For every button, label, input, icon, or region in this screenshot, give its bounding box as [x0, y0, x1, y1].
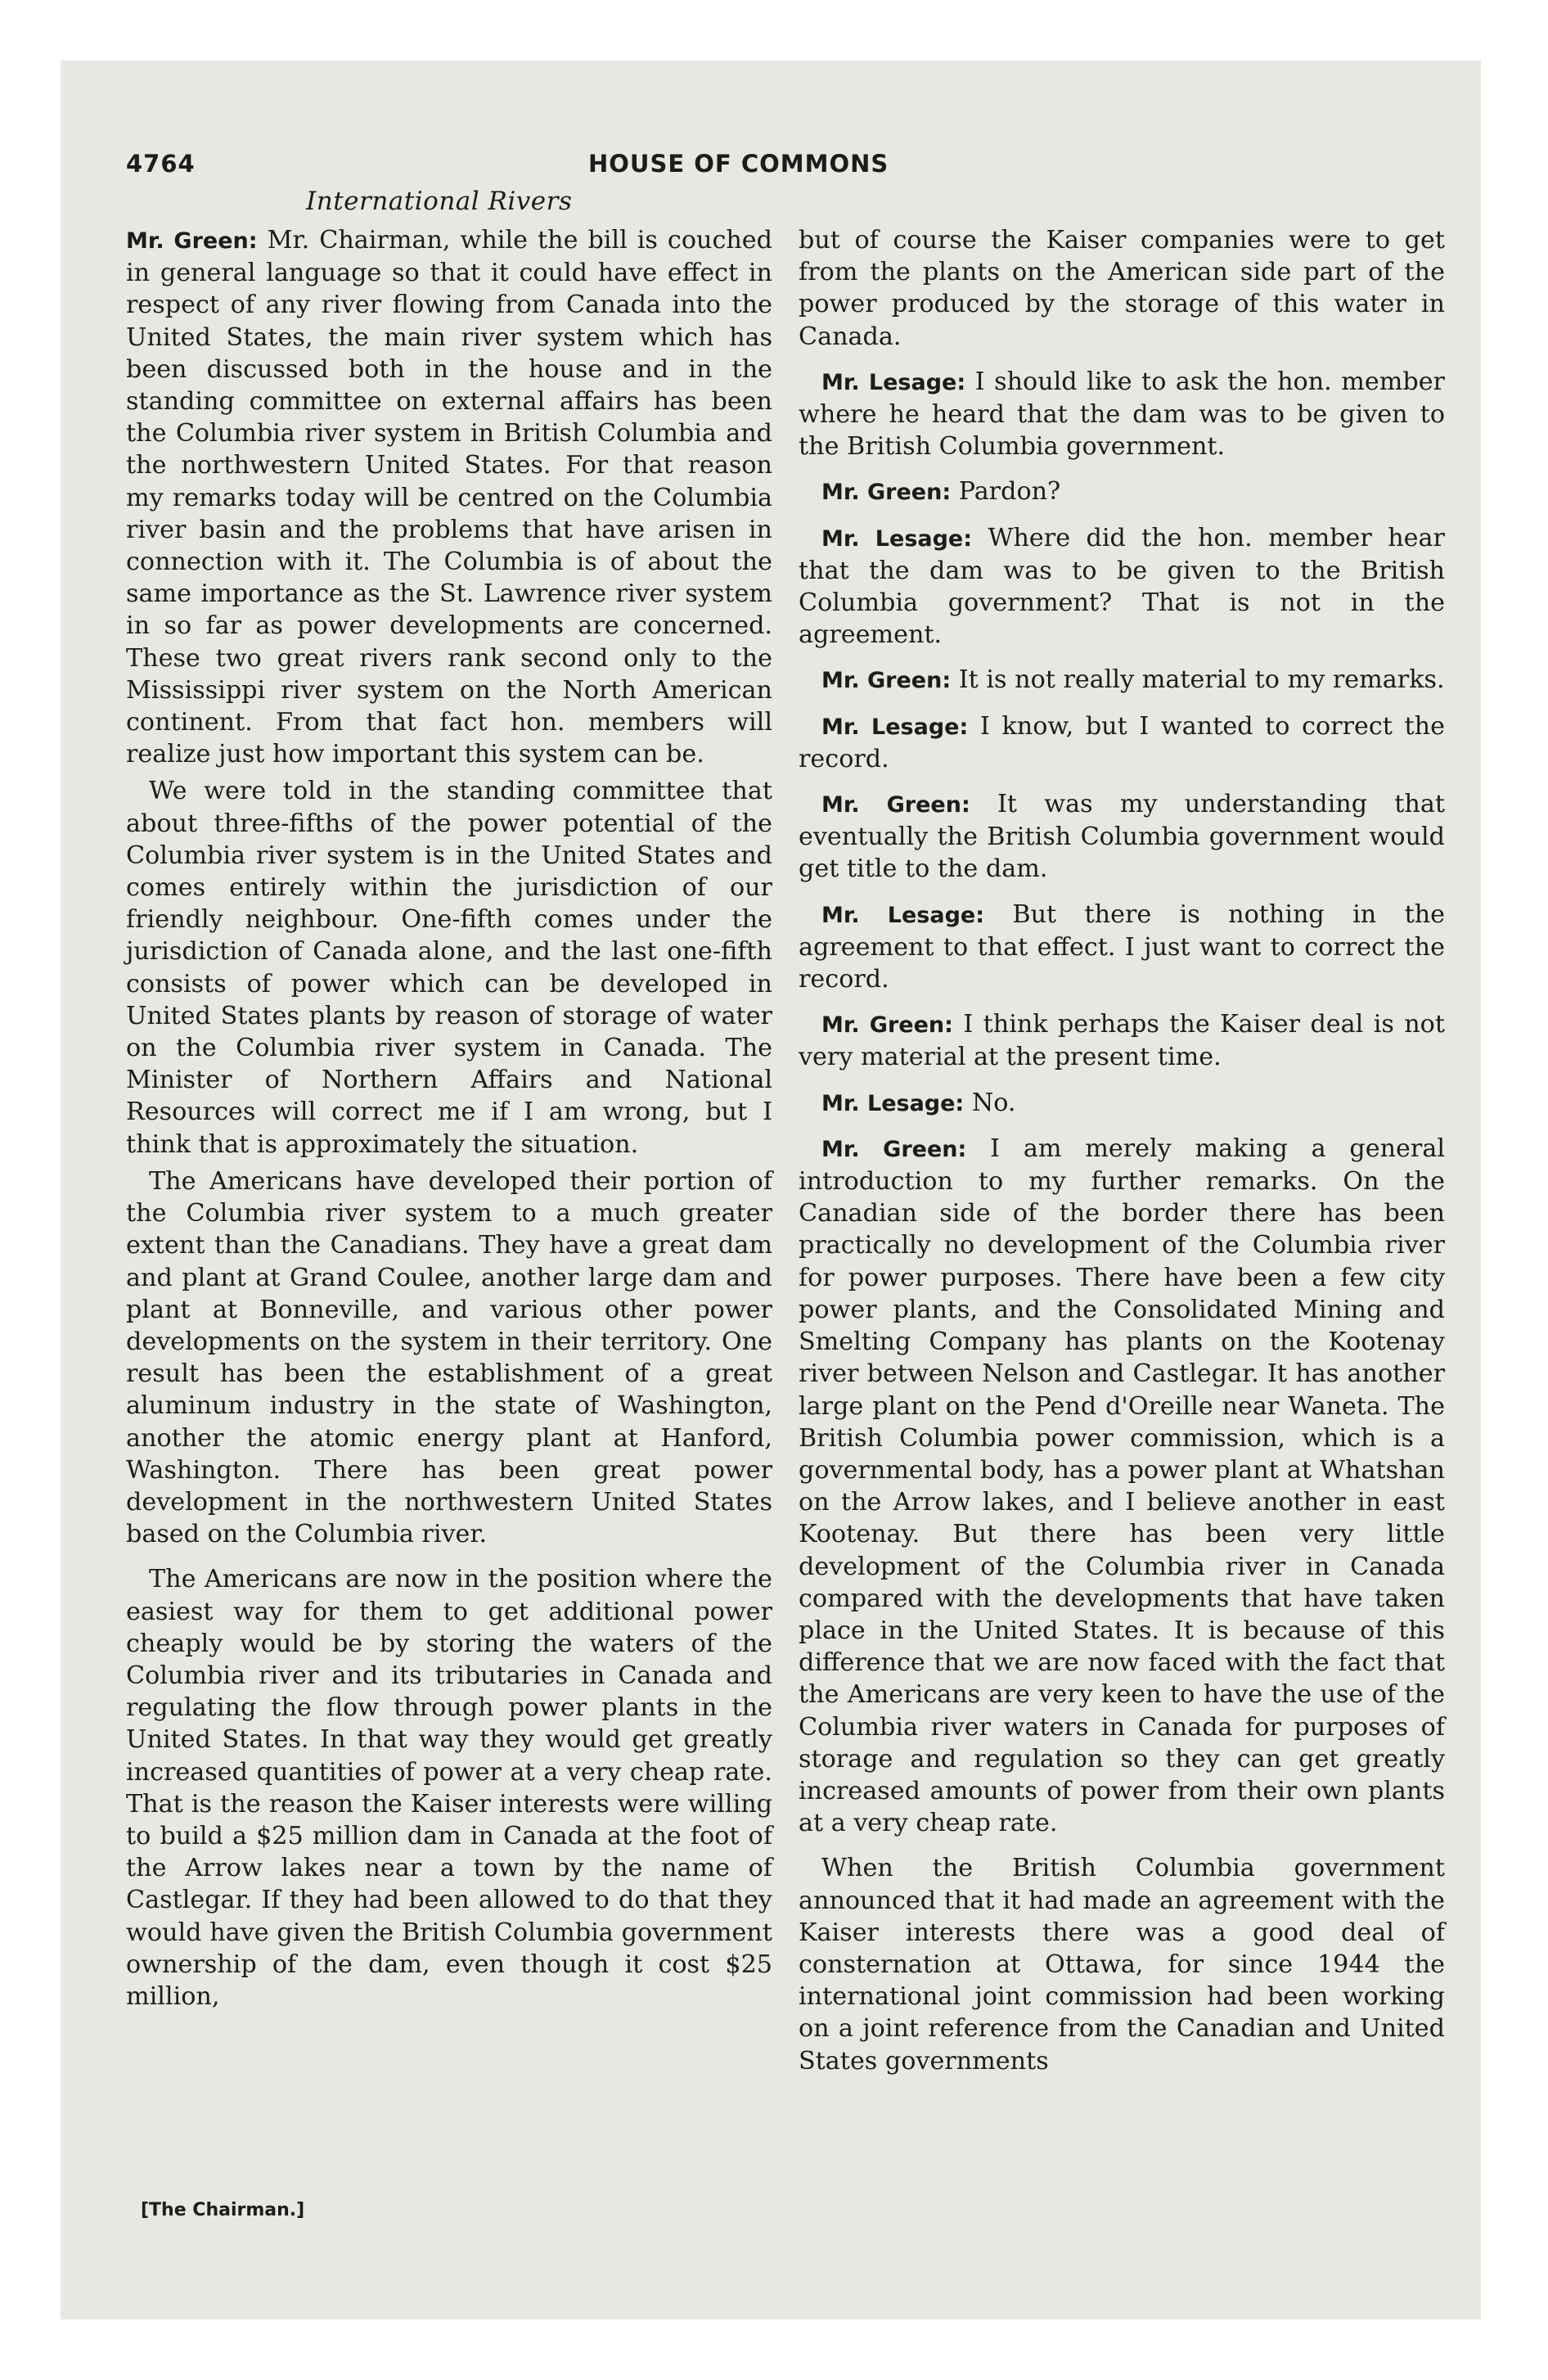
- paragraph-text: I know, but I wanted to correct the record.: [799, 711, 1445, 773]
- running-head: HOUSE OF COMMONS: [588, 150, 889, 178]
- speaker-name: Mr. Green:: [821, 1012, 953, 1039]
- paragraph-text: Where did the hon. member hear that the dam was to be given to the British Columbia government? That is not in the agreement.: [799, 523, 1445, 650]
- paragraph: [799, 1087, 1445, 1120]
- paragraph: [799, 476, 1445, 508]
- left-column: [126, 224, 772, 2017]
- paragraph: [799, 899, 1445, 996]
- paragraph-text: Pardon?: [958, 477, 1061, 507]
- paragraph-text: We were told in the standing committee that about three-fifths of the power potential of the Columbia river system is in the United States and comes entirely within the jurisdiction of our friendly neighbour. One-fifth comes under the jurisdiction of Canada alone, and the last one-fifth consists of power which can be developed in United States plants by reason of storage of water on the Columbia river system in Canada. The Minister of Northern Affairs and National Resources will correct me if I am wrong, but I think that is approximately the situation.: [126, 777, 772, 1159]
- paragraph: [799, 1852, 1445, 2076]
- speaker-name: Mr. Lesage:: [821, 525, 973, 552]
- paragraph-text: but of course the Kaiser companies were to get from the plants on the American side part of the power produced by the storage of this water in Canada.: [799, 226, 1445, 351]
- paragraph: [799, 366, 1445, 463]
- speaker-name: Mr. Green:: [821, 480, 952, 506]
- paragraph-text: The Americans are now in the position where the easiest way for them to get additional power cheaply would be by storing the waters of the Columbia river and its tributaries in Canada and regulating the flow through power plants in the United States. In that way they would get greatly increased quantities of power at a very cheap rate. That is the reason the Kaiser interests were willing to build a $25 million dam in Canada at the foot of the Arrow lakes near a town by the name of Castlegar. If they had been allowed to do that they would have given the British Columbia government ownership of the dam, even though it cost $25 million,: [126, 1565, 772, 2011]
- paragraph-text: It is not really material to my remarks.: [958, 665, 1445, 695]
- paragraph-text: It was my understanding that eventually the British Columbia government would get title to the dam.: [799, 790, 1445, 884]
- page-footer: [The Chairman.]: [141, 2200, 305, 2220]
- hansard-page: [126, 146, 1458, 2306]
- speaker-name: Mr. Green:: [821, 1136, 967, 1162]
- paragraph-text: I am merely making a general introduction to my further remarks. On the Canadian side of the border there has been practically no development of the Columbia river for power purposes. There have been a few city power plants, and the Consolidated Mining and Smelting Company has plants on the Kootenay river between Nelson and Castlegar. It has another large plant on the Pend d'Oreille near Waneta. The British Columbia power commission, which is a governmental body, has a power plant at Whatshan on the Arrow lakes, and I believe another in east Kootenay. But there has been very little development of the Columbia river in Canada compared with the developments that have taken place in the United States. It is because of this difference that we are now faced with the fact that the Americans are very keen to have the use of the Columbia river waters in Canada for purposes of storage and regulation so they can get greatly increased amounts of power from their own plants at a very cheap rate.: [799, 1134, 1445, 1838]
- paragraph: [126, 224, 772, 770]
- paragraph-text: When the British Columbia government announced that it had made an agreement with the Kaiser interests there was a good deal of consternation at Ottawa, for since 1944 the international joint commission had been working on a joint reference from the Canadian and United States governments: [799, 1854, 1445, 2076]
- paragraph-text: No.: [971, 1088, 1016, 1117]
- paragraph: [126, 1165, 772, 1550]
- right-column: [799, 224, 1445, 2090]
- paragraph: [799, 788, 1445, 886]
- paragraph-text: I should like to ask the hon. member where he heard that the dam was to be given to the British Columbia government.: [799, 367, 1445, 462]
- page-header: [126, 146, 1458, 182]
- paragraph: [799, 1008, 1445, 1073]
- paragraph: [126, 775, 772, 1160]
- paragraph: [799, 522, 1445, 651]
- paragraph: [799, 710, 1445, 775]
- paragraph: [126, 1563, 772, 2013]
- section-title: International Rivers: [306, 187, 573, 216]
- paragraph-text: The Americans have developed their portion of the Columbia river system to a much greater extent than the Canadians. They have a great dam and plant at Grand Coulee, another large dam and plant at Bonneville, and various other power developments on the system in their territory. One result has been the establishment of a great aluminum industry in the state of Washington, another the atomic energy plant at Hanford, Washington. There has been great power development in the northwestern United States based on the Columbia river.: [126, 1166, 772, 1549]
- speaker-name: Mr. Green:: [821, 792, 970, 818]
- speaker-name: Mr. Lesage:: [821, 369, 966, 395]
- speaker-name: Mr. Lesage:: [821, 1090, 965, 1116]
- paragraph: [799, 1133, 1445, 1839]
- speaker-name: Mr. Green:: [821, 668, 952, 694]
- speaker-name: Mr. Lesage:: [821, 902, 985, 928]
- page-number: 4764: [126, 150, 196, 178]
- paragraph: [799, 664, 1445, 696]
- speaker-name: Mr. Lesage:: [821, 714, 969, 740]
- paragraph-text: Mr. Chairman, while the bill is couched in general language so that it could have effect in respect of any river flowing from Canada into the United States, the main river system which has been discussed both in the house and in the standing committee on external affairs has been the Columbia river system in British Columbia and the northwestern United States. For that reason my remarks today will be centred on the Columbia river basin and the problems that have arisen in connection with it. The Columbia is of about the same importance as the St. Lawrence river system in so far as power developments are concerned. These two great rivers rank second only to the Mississippi river system on the North American continent. From that fact hon. members will realize just how important this system can be.: [126, 226, 772, 769]
- paragraph: [799, 224, 1445, 353]
- speaker-name: Mr. Green:: [126, 228, 258, 254]
- paragraph-text: But there is nothing in the agreement to that effect. I just want to correct the record.: [799, 899, 1446, 994]
- paragraph-text: I think perhaps the Kaiser deal is not very material at the present time.: [799, 1010, 1445, 1072]
